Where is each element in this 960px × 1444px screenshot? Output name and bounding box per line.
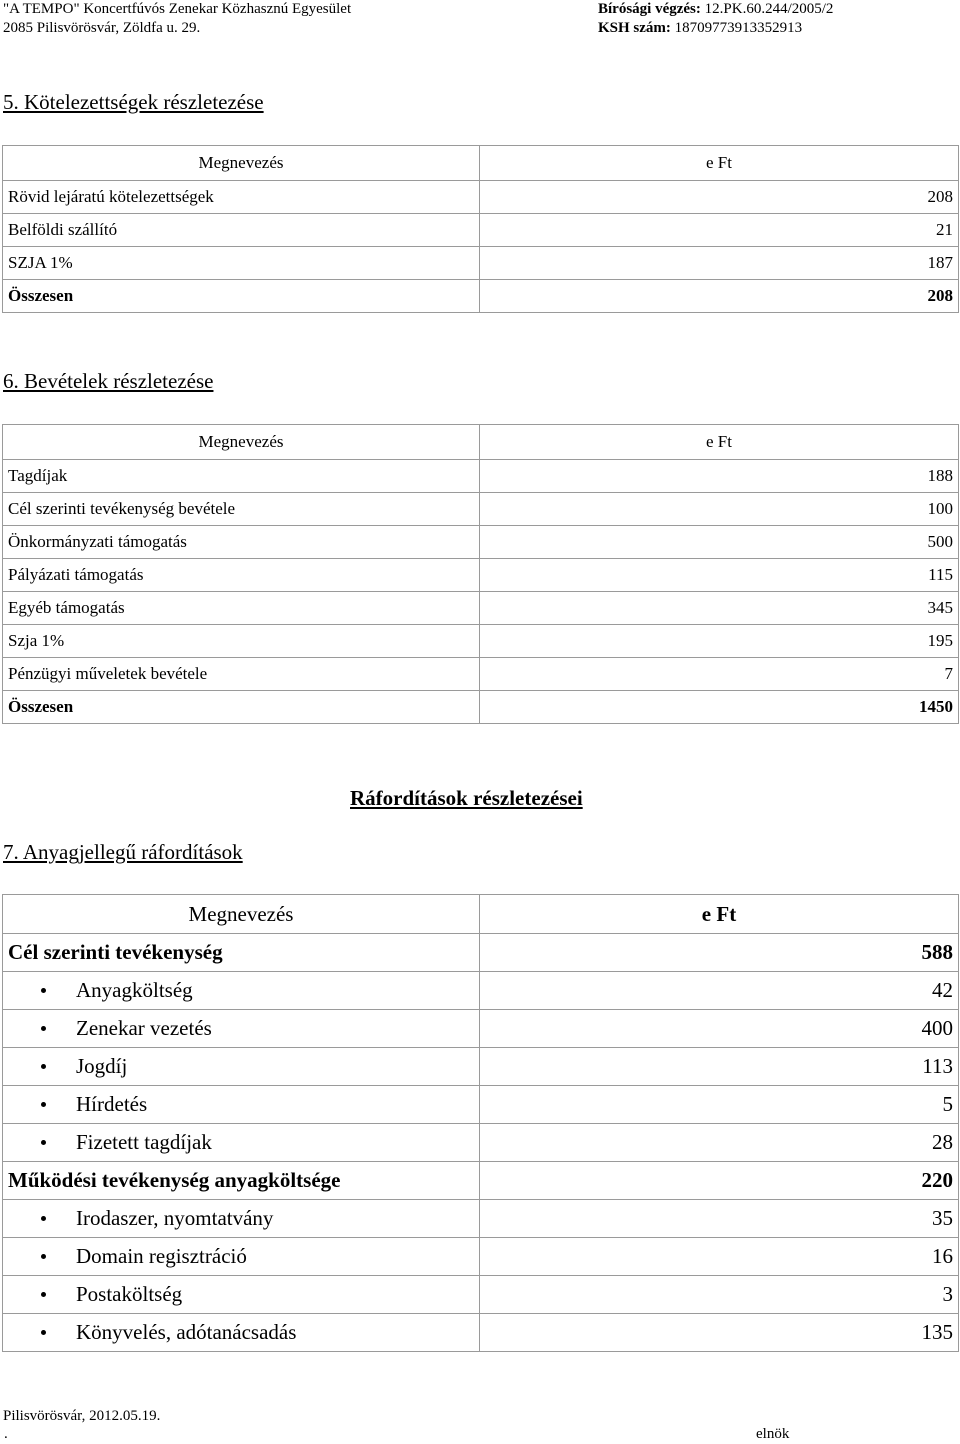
bullet-icon [41, 988, 46, 993]
row-name: Belföldi szállító [3, 214, 480, 247]
table-row [3, 247, 959, 280]
total-label: Összesen [3, 280, 480, 313]
row-value: 188 [480, 460, 959, 493]
table-row [3, 658, 959, 691]
row-value: 187 [480, 247, 959, 280]
group-value: 588 [480, 934, 959, 972]
signature-label: elnök [756, 1426, 790, 1442]
table-row [3, 1086, 959, 1124]
table-row [3, 1238, 959, 1276]
row-name: Tagdíjak [3, 460, 480, 493]
item-name: Anyagköltség [76, 978, 193, 1002]
section7-title: 7. Anyagjellegű ráfordítások [3, 840, 243, 864]
signature-dot: . [4, 1426, 8, 1442]
total-label: Összesen [3, 691, 480, 724]
col-header-value: e Ft [480, 425, 959, 460]
table-row [3, 460, 959, 493]
row-value: 115 [480, 559, 959, 592]
table-header-row [3, 895, 959, 934]
bullet-icon [41, 1064, 46, 1069]
bullet-icon [41, 1140, 46, 1145]
row-value: 21 [480, 214, 959, 247]
row-value: 7 [480, 658, 959, 691]
item-value: 5 [480, 1086, 959, 1124]
group-name: Cél szerinti tevékenység [3, 934, 480, 972]
revenue-table [2, 424, 959, 724]
section6-title: 6. Bevételek részletezése [3, 369, 214, 393]
item-name: Hírdetés [76, 1092, 148, 1116]
row-value: 345 [480, 592, 959, 625]
item-name: Zenekar vezetés [76, 1016, 212, 1040]
row-name: Önkormányzati támogatás [3, 526, 480, 559]
bullet-icon [41, 1254, 46, 1259]
table-row [3, 972, 959, 1010]
col-header-value: e Ft [480, 146, 959, 181]
item-value: 28 [480, 1124, 959, 1162]
expenses-heading: Ráfordítások részletezései [350, 786, 583, 810]
section5-title: 5. Kötelezettségek részletezése [3, 90, 264, 114]
bullet-icon [41, 1216, 46, 1221]
row-name: Szja 1% [3, 625, 480, 658]
table-row [3, 1048, 959, 1086]
table-row [3, 625, 959, 658]
total-row [3, 691, 959, 724]
item-name: Irodaszer, nyomtatvány [76, 1206, 274, 1230]
group-row [3, 934, 959, 972]
table-row [3, 592, 959, 625]
bullet-icon [41, 1102, 46, 1107]
item-name: Postaköltség [76, 1282, 183, 1306]
bullet-icon [41, 1292, 46, 1297]
col-header-name: Megnevezés [3, 425, 480, 460]
row-value: 500 [480, 526, 959, 559]
col-header-name: Megnevezés [3, 146, 480, 181]
table-row [3, 1010, 959, 1048]
table-row [3, 181, 959, 214]
table-row [3, 526, 959, 559]
item-value: 135 [480, 1314, 959, 1352]
ksh-label: KSH szám: [598, 20, 671, 36]
table-row [3, 214, 959, 247]
material-costs-table [2, 894, 959, 1352]
table-header-row [3, 146, 959, 181]
bullet-icon [41, 1026, 46, 1031]
row-value: 208 [480, 181, 959, 214]
row-name: Rövid lejáratú kötelezettségek [3, 181, 480, 214]
table-row [3, 559, 959, 592]
item-value: 400 [480, 1010, 959, 1048]
table-row [3, 1276, 959, 1314]
group-row [3, 1162, 959, 1200]
col-header-name: Megnevezés [3, 895, 480, 934]
table-header-row [3, 425, 959, 460]
item-value: 35 [480, 1200, 959, 1238]
place-date: Pilisvörösvár, 2012.05.19. [3, 1408, 161, 1424]
org-name: "A TEMPO" Koncertfúvós Zenekar Közhasznú Egyesület [3, 1, 352, 17]
col-header-value: e Ft [480, 895, 959, 934]
total-row [3, 280, 959, 313]
row-name: Pályázati támogatás [3, 559, 480, 592]
total-value: 1450 [480, 691, 959, 724]
bullet-icon [41, 1330, 46, 1335]
row-name: SZJA 1% [3, 247, 480, 280]
row-name: Egyéb támogatás [3, 592, 480, 625]
row-value: 100 [480, 493, 959, 526]
item-value: 42 [480, 972, 959, 1010]
row-name: Pénzügyi műveletek bevétele [3, 658, 480, 691]
item-value: 3 [480, 1276, 959, 1314]
total-value: 208 [480, 280, 959, 313]
ksh-value: 18709773913352913 [674, 20, 803, 36]
row-name: Cél szerinti tevékenység bevétele [3, 493, 480, 526]
org-address: 2085 Pilisvörösvár, Zöldfa u. 29. [3, 20, 201, 36]
court-value: 12.PK.60.244/2005/2 [704, 1, 834, 17]
group-value: 220 [480, 1162, 959, 1200]
item-name: Domain regisztráció [76, 1244, 247, 1268]
court-label: Bírósági végzés: [598, 1, 701, 17]
row-value: 195 [480, 625, 959, 658]
table-row [3, 1314, 959, 1352]
table-row [3, 1124, 959, 1162]
liabilities-table [2, 145, 959, 313]
item-value: 16 [480, 1238, 959, 1276]
item-name: Jogdíj [76, 1054, 128, 1078]
group-name: Működési tevékenység anyagköltsége [3, 1162, 480, 1200]
table-row [3, 493, 959, 526]
item-value: 113 [480, 1048, 959, 1086]
item-name: Fizetett tagdíjak [76, 1130, 212, 1154]
table-row [3, 1200, 959, 1238]
item-name: Könyvelés, adótanácsadás [76, 1320, 297, 1344]
